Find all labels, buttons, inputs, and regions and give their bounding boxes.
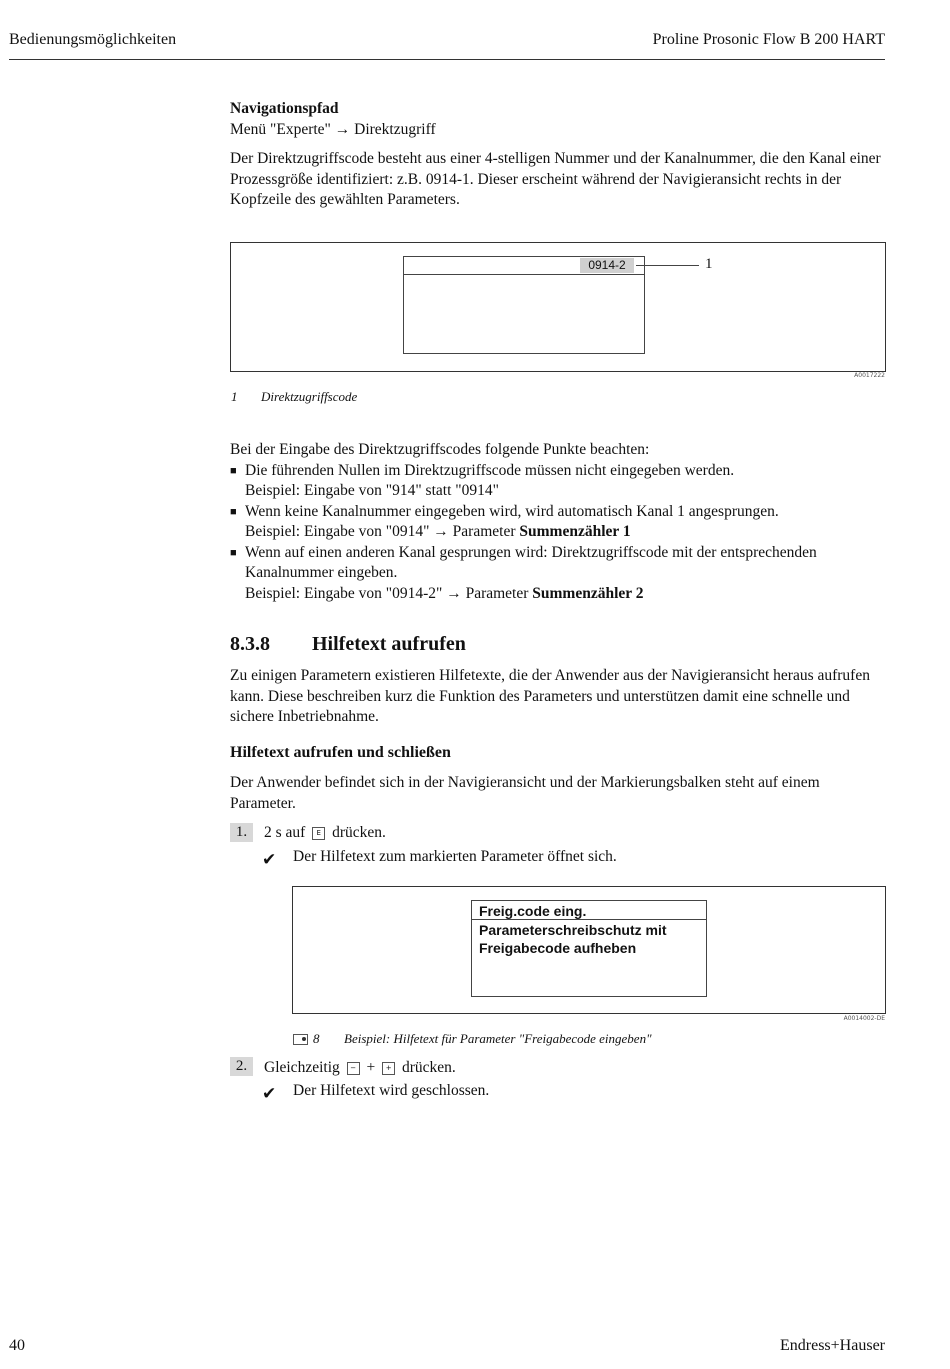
list-item — [230, 461, 885, 502]
plus-sign: + — [366, 1059, 376, 1076]
list-item-example: Beispiel: Eingabe von "914" statt "0914" — [245, 482, 499, 499]
section-paragraph: Zu einigen Parametern existieren Hilfetexte, die der Anwender aus der Navigieransicht heraus aufrufen kann. Diese beschreiben kurz die Funktion des Parameters und unterstützen damit eine schnelle und sichere Inbetriebnahme. — [230, 667, 870, 725]
help-body — [479, 921, 667, 957]
step-number: 1. — [230, 823, 253, 842]
plus-key-icon: + — [382, 1062, 395, 1075]
section-title: Hilfetext aufrufen — [312, 633, 466, 655]
list-item-text: ■ Wenn keine Kanalnummer eingegeben wird, wird automatisch Kanal 1 angesprungen. — [245, 502, 779, 520]
minus-key-icon: − — [347, 1062, 360, 1075]
step-text: drücken. — [402, 1059, 456, 1076]
section-number: 8.3.8 — [230, 633, 270, 655]
list-item — [230, 543, 885, 605]
display-header-rule — [404, 274, 644, 275]
list-item — [230, 502, 885, 543]
parameter-name: Summenzähler 1 — [519, 523, 631, 540]
brand-name: Endress+Hauser — [780, 1337, 885, 1354]
checkmark-icon: ✔ — [262, 850, 277, 869]
help-line: Parameterschreibschutz mit — [479, 922, 667, 938]
figure-caption-text: Direktzugriffscode — [261, 389, 358, 404]
display-header-rule — [472, 919, 706, 920]
list-item-text: ■ Wenn auf einen anderen Kanal gesprungen wird: Direktzugriffscode mit der entsprechenden Kanalnummer eingeben. — [245, 543, 817, 581]
notes-list — [230, 461, 885, 605]
callout-number: 1 — [705, 256, 713, 272]
subsection-paragraph: Der Anwender befindet sich in der Navigieransicht und der Markierungsbalken steht auf einem Parameter. — [230, 774, 820, 812]
step-result: Der Hilfetext zum markierten Parameter öffnet sich. — [293, 848, 617, 865]
direct-access-code-label: 0914-2 — [580, 258, 634, 273]
figure-caption-number: 8 — [313, 1031, 320, 1046]
help-line: Freigabecode aufheben — [479, 940, 637, 956]
nav-path-value: Menü "Experte" → Direktzugriff — [230, 120, 436, 138]
list-item-example: Beispiel: Eingabe von "0914-2" → Parameter — [245, 584, 533, 602]
enter-key-icon: E — [312, 827, 325, 840]
callout-line — [636, 265, 699, 266]
parameter-name: Summenzähler 2 — [532, 584, 644, 602]
nav-path-title: Navigationspfad — [230, 100, 339, 117]
nav-path-block — [230, 99, 885, 140]
step-text: Gleichzeitig — [264, 1059, 340, 1076]
figure-caption-text: Beispiel: Hilfetext für Parameter "Freigabecode eingeben" — [344, 1031, 652, 1046]
step-instruction — [264, 824, 386, 842]
list-item-text: ■ Die führenden Nullen im Direktzugriffscode müssen nicht eingegeben werden. — [245, 461, 735, 479]
figure-icon — [293, 1034, 308, 1045]
intro-paragraph: Der Direktzugriffscode besteht aus einer 4-stelligen Nummer und der Kanalnummer, die den Kanal einer Prozessgröße identifiziert: z.B. 0914-1. Dieser erscheint während der Navigieransicht rechts in der Kopfzeile des gewählten Parameters. — [230, 150, 881, 208]
step-text: 2 s auf — [264, 824, 306, 841]
step-instruction — [264, 1059, 456, 1077]
notes-intro: Bei der Eingabe des Direktzugriffscodes folgende Punkte beachten: — [230, 441, 650, 458]
running-header-section: Bedienungsmöglichkeiten — [9, 31, 177, 48]
page-number: 40 — [9, 1337, 25, 1354]
help-title: Freig.code eing. — [479, 903, 587, 919]
figure-id: A0014002-DE — [843, 1015, 885, 1022]
step-text: drücken. — [332, 824, 386, 841]
list-item-example: Beispiel: Eingabe von "0914" → Parameter — [245, 523, 520, 540]
step-number: 2. — [230, 1057, 253, 1076]
checkmark-icon: ✔ — [262, 1084, 277, 1103]
figure-id: A0017222 — [854, 372, 885, 379]
step-result: Der Hilfetext wird geschlossen. — [293, 1082, 490, 1099]
figure-caption-number: 1 — [231, 389, 238, 404]
subsection-title: Hilfetext aufrufen und schließen — [230, 744, 451, 761]
running-header-product: Proline Prosonic Flow B 200 HART — [652, 31, 885, 48]
header-rule — [9, 59, 885, 60]
notes-block — [230, 440, 885, 604]
